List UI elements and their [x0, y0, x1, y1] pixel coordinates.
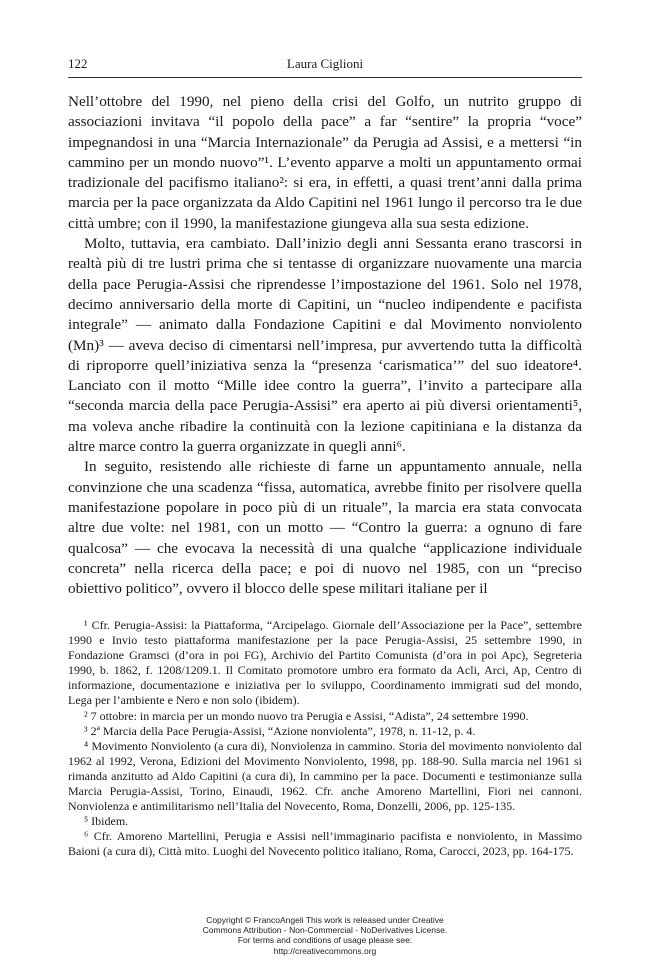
footnote: ⁴ Movimento Nonviolento (a cura di), Nonviolenza in cammino. Storia del movimento nonviolento dal 1962 al 1992, Verona, Edizioni del Movimento Nonviolento, 1998, pp. 188-90. Sulla marcia nel 1961 si rimanda anzitutto ad Aldo Capitini (a cura di), In cammino per la pace. Documenti e testimonianze sulla Marcia Perugia-Assisi, Torino, Einaudi, 1962. Cfr. anche Amoreno Martellini, Fiori nei cannoni. Nonviolenza e antimilitarismo nell’Italia del Novecento, Roma, Donzelli, 2006, pp. 125-135. [68, 738, 582, 814]
running-header [68, 56, 582, 74]
paragraph: In seguito, resistendo alle richieste di farne un appuntamento annuale, nella convinzione che una scadenza “fissa, automatica, avrebbe finito per risolvere quella manifestazione popolare in poco più di un rituale”, la marcia era stata convocata altre due volte: nel 1981, con un motto — “Contro la guerra: a ognuno di fare qualcosa” — che evocava la necessità di una qualche “applicazione individuale concreta” nella ricerca della pace; e poi di nuovo nel 1985, con un “preciso obiettivo politico”, ovvero il blocco delle spese militari italiane per il [68, 458, 582, 598]
license-line: For terms and conditions of usage please see: [237, 935, 413, 946]
footnote: ³ 2ª Marcia della Pace Perugia-Assisi, “Azione nonviolenta”, 1978, n. 11-12, p. 4. [84, 723, 476, 738]
header-rule [68, 77, 582, 78]
footnote: ⁵ Ibidem. [84, 814, 129, 829]
footnote: ² 7 ottobre: in marcia per un mondo nuovo tra Perugia e Assisi, “Adista”, 24 settembre 1990. [84, 708, 529, 723]
footnote: ¹ Cfr. Perugia-Assisi: la Piattaforma, “Arcipelago. Giornale dell’Associazione per la Pace”, settembre 1990 e Invio testo piattaforma manifestazione per la pace Perugia-Assisi, 25 settembre 1990, in Fondazione Gramsci (d’ora in poi FG), Archivio del Partito Comunista (d’ora in poi Apc), Segreteria 1990, b. 1862, f. 1208/1209.1. Il Comitato promotore umbro era formato da Acli, Arci, Ap, Centro di informazione, documentazione e iniziativa per lo sviluppo, Coordinamento immigrati sud del mondo, Lega per l’ambiente e Nero e non solo (ibidem). [68, 618, 582, 708]
paragraph: Molto, tuttavia, era cambiato. Dall’inizio degli anni Sessanta erano trascorsi in realtà più di tre lustri prima che si tentasse di organizzare nuovamente una marcia della pace Perugia-Assisi che riprendesse l’impostazione del 1961. Solo nel 1978, decimo anniversario della morte di Capitini, un “nucleo indipendente e pacifista integrale” — animato dalla Fondazione Capitini e dal Movimento nonviolento (Mn)³ — aveva deciso di cimentarsi nell’impresa, pur avvertendo tutta la difficoltà di riproporre quell’iniziativa senza la “presenza ‘carismatica’” del suo ideatore⁴. Lanciato con il motto “Mille idee contro la guerra”, l’invito a partecipare alla “seconda marcia della pace Perugia-Assisi” era aperto ai più diversi orientamenti⁵, ma voleva anche ribadire la continuità con la lezione capitiniana e la distanza da altre marce contro la guerra organizzate in quegli anni⁶. [68, 235, 582, 456]
footnotes [68, 618, 582, 860]
footnote: ⁶ Cfr. Amoreno Martellini, Perugia e Assisi nell’immaginario pacifista e nonviolento, in Massimo Baioni (a cura di), Città mito. Luoghi del Novecento politico italiano, Roma, Carocci, 2023, pp. 164-175. [68, 829, 582, 859]
license-link[interactable]: http://creativecommons.org [273, 945, 377, 956]
main-text [68, 92, 582, 599]
paragraph: Nell’ottobre del 1990, nel pieno della crisi del Golfo, un nutrito gruppo di associazioni invitava “il popolo della pace” a far “sentire” la propria “voce” impegnandosi in una “Marcia Internazionale” da Perugia ad Assisi, e a mettersi “in cammino per un mondo nuovo”¹. L’evento apparve a molti un appuntamento ormai tradizionale del pacifismo italiano²: si era, in effetti, a quasi trent’anni dalla prima marcia per la pace organizzata da Aldo Capitini nel 1961 lungo il percorso tra le due città umbre; con il 1990, la manifestazione giungeva alla sua sesta edizione. [68, 93, 582, 232]
license-line: Commons Attribution - Non-Commercial - NoDerivatives License. [202, 925, 448, 936]
license-notice [0, 915, 650, 956]
running-head-author: Laura Ciglioni [286, 56, 364, 71]
page-number: 122 [68, 56, 88, 71]
license-line: Copyright © FrancoAngeli This work is released under Creative [206, 915, 444, 925]
